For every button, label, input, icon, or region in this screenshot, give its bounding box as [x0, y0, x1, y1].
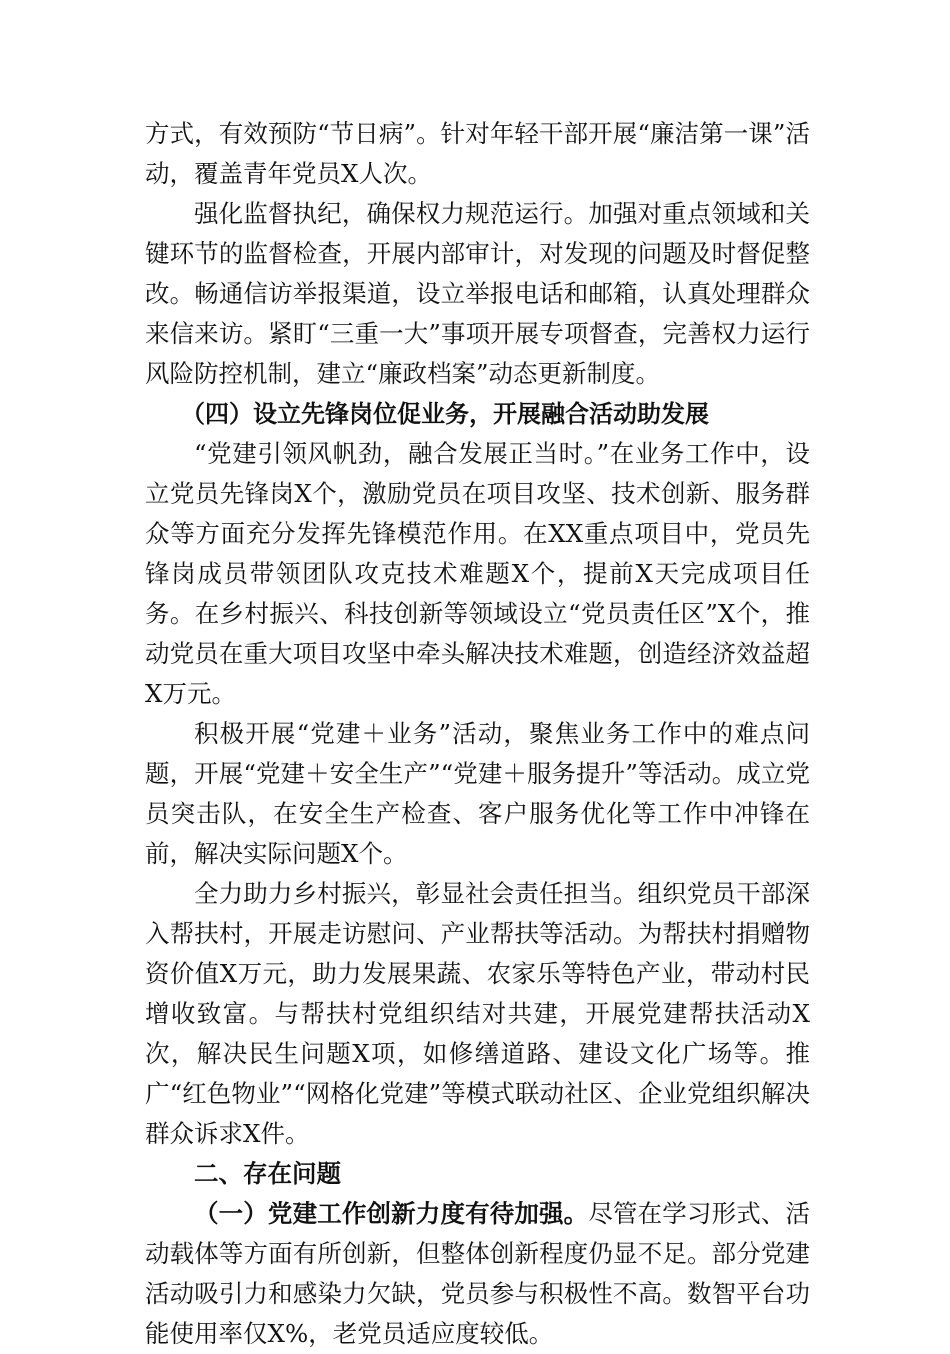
paragraph-innovation-problem — [145, 1194, 810, 1354]
paragraph-supervision: 强化监督执纪，确保权力规范运行。加强对重点领域和关键环节的监督检查，开展内部审计，对发现的问题及时督促整改。畅通信访举报渠道，设立举报电话和邮箱，认真处理群众来信来访。紧盯“三重一大”事项开展专项督查，完善权力运行风险防控机制，建立“廉政档案”动态更新制度。 — [145, 199, 810, 388]
document-page — [145, 114, 810, 1354]
paragraph-party-plus-business: 积极开展“党建＋业务”活动，聚焦业务工作中的难点问题，开展“党建＋安全生产”“党建＋服务提升”等活动。成立党员突击队，在安全生产检查、客户服务优化等工作中冲锋在前，解决实际问题X个。 — [145, 719, 810, 868]
paragraph-rural-revitalization: 全力助力乡村振兴，彰显社会责任担当。组织党员干部深入帮扶村，开展走访慰问、产业帮扶等活动。为帮扶村捐赠物资价值X万元，助力发展果蔬、农家乐等特色产业，带动村民增收致富。与帮扶村党组织结对共建，开展党建帮扶活动X次，解决民生问题X项，如修缮道路、建设文化广场等。推广“红色物业”“网格化党建”等模式联动社区、企业党组织解决群众诉求X件。 — [145, 879, 810, 1148]
paragraph-continuation: 方式，有效预防“节日病”。针对年轻干部开展“廉洁第一课”活动，覆盖青年党员X人次。 — [145, 119, 810, 188]
problem-one-body: 尽管在学习形式、活动载体等方面有所创新，但整体创新程度仍显不足。部分党建活动吸引力和感染力欠缺，党员参与积极性不高。数智平台功能使用率仅X%，老党员适应度较低。 — [145, 1199, 811, 1348]
problem-one-lead: （一）党建工作创新力度有待加强。 — [194, 1199, 589, 1228]
section-heading-problems: 二、存在问题 — [194, 1159, 341, 1188]
subheading-four: （四）设立先锋岗位促业务，开展融合活动助发展 — [181, 400, 709, 428]
paragraph-vanguard-posts: “党建引领风帆劲，融合发展正当时。”在业务工作中，设立党员先锋岗X个，激励党员在项目攻坚、技术创新、服务群众等方面充分发挥先锋模范作用。在XX重点项目中，党员先锋岗成员带领团队攻克技术难题X个，提前X天完成项目任务。在乡村振兴、科技创新等领域设立“党员责任区”X个，推动党员在重大项目攻坚中牵头解决技术难题，创造经济效益超X万元。 — [145, 439, 810, 708]
